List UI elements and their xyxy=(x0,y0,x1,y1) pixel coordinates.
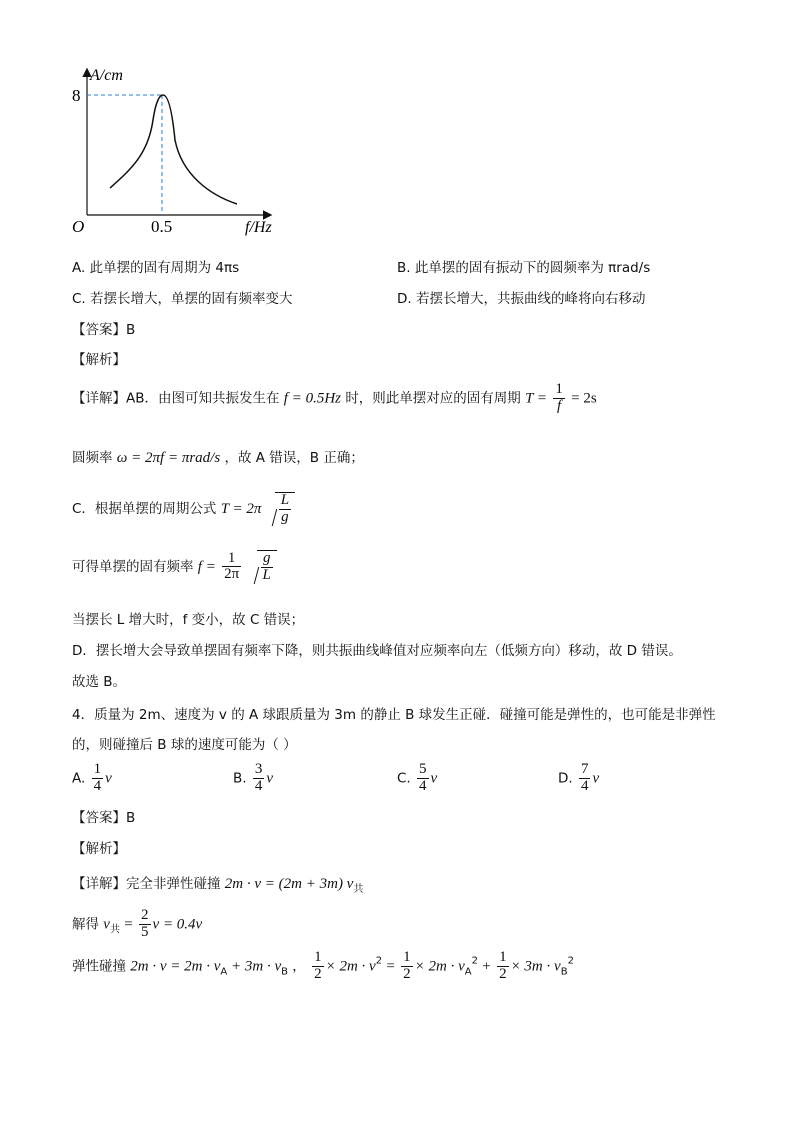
q4-solve-prefix: 解得 xyxy=(72,916,99,933)
q3-option-d: D. 若摆长增大，共振曲线的峰将向右移动 xyxy=(397,291,646,307)
q3-freq-den: 2π xyxy=(224,566,240,583)
q3-answer: 【答案】B xyxy=(72,322,136,338)
q3-option-c: C. 若摆长增大，单摆的固有频率变大 xyxy=(72,291,293,307)
q4-option-c-num: 5 xyxy=(419,761,427,777)
q4-ke-eq: = xyxy=(386,958,395,975)
q4-detail-line xyxy=(72,872,363,895)
q4-elastic-sub-b: B xyxy=(281,966,288,978)
q4-ke-half-2 xyxy=(401,950,413,983)
q3-omega-prefix: 圆频率 xyxy=(72,450,113,466)
q4-solve-den: 5 xyxy=(141,923,149,940)
q4-detail-sub: 共 xyxy=(353,884,364,895)
q4-ke-left: × 2m · v xyxy=(325,958,376,975)
q4-ke-half-1-den: 2 xyxy=(314,965,322,982)
q3-freq-fraction xyxy=(222,551,241,584)
q3-detail-T: T = xyxy=(525,390,548,407)
q4-solve-sub: 共 xyxy=(109,924,120,936)
q4-option-c xyxy=(397,762,437,795)
peak-freq-label: 0.5 xyxy=(151,217,173,236)
q4-option-c-den: 4 xyxy=(419,777,427,794)
x-axis-label: f/Hz xyxy=(245,219,272,236)
q4-ke-half-2-den: 2 xyxy=(403,965,411,982)
q4-ke-a-sq: 2 xyxy=(471,955,478,967)
q3-option-b: B. 此单摆的固有振动下的圆频率为 πrad/s xyxy=(397,260,651,276)
y-axis-label: A/cm xyxy=(90,67,123,84)
q4-option-a-var: v xyxy=(105,770,112,787)
q3-c-rad-den: g xyxy=(281,508,289,525)
q4-option-a-fraction xyxy=(92,762,104,795)
q4-ke-a: × 2m · v xyxy=(414,958,465,975)
q4-option-d-fraction xyxy=(579,762,591,795)
q4-option-a-den: 4 xyxy=(93,777,102,794)
peak-value-label: 8 xyxy=(72,86,81,105)
q4-elastic-prefix: 弹性碰撞 xyxy=(72,958,126,975)
q4-ke-b-sq: 2 xyxy=(567,955,574,967)
q3-analysis-label: 【解析】 xyxy=(72,352,126,368)
q4-option-d xyxy=(558,762,599,795)
q4-option-b-var: v xyxy=(266,770,274,787)
q4-option-c-var: v xyxy=(430,770,438,787)
q4-option-d-var: v xyxy=(592,770,600,787)
q4-option-b-num: 3 xyxy=(254,761,263,777)
q3-omega-suffix: ，故 A 错误，B 正确； xyxy=(224,450,364,466)
q4-ke-b: × 3m · v xyxy=(510,958,561,975)
q3-detail-line xyxy=(72,382,597,415)
q3-omega-line xyxy=(72,446,364,467)
q3-c-conclusion: 当摆长 L 增大时，f 变小，故 C 错误； xyxy=(72,612,305,628)
q4-answer: 【答案】B xyxy=(72,810,136,826)
q4-solve-v: v xyxy=(103,916,110,933)
q4-ke-a-sub: A xyxy=(464,966,472,978)
q4-option-d-label: D. xyxy=(558,770,573,787)
q4-option-b-fraction xyxy=(253,762,265,795)
q3-freq-num: 1 xyxy=(222,551,241,568)
q4-option-d-num: 7 xyxy=(580,761,589,777)
q3-period-num: 1 xyxy=(555,381,563,397)
resonance-curve xyxy=(110,95,237,204)
q3-freq-radical xyxy=(248,550,277,584)
q4-solve-fraction xyxy=(139,908,151,941)
q3-detail-mid: 时，则此单摆对应的固有周期 xyxy=(345,390,521,407)
q4-solve-line xyxy=(72,908,202,941)
q4-elastic-plus: + 3m · v xyxy=(227,958,282,975)
q4-option-b-den: 4 xyxy=(254,777,263,794)
q4-elastic-comma: ， xyxy=(292,958,306,975)
q3-freq-f: f = xyxy=(197,558,216,575)
origin-label: O xyxy=(72,217,85,236)
q3-freq-prefix: 可得单摆的固有频率 xyxy=(72,558,194,575)
q4-detail-prefix: 【详解】完全非弹性碰撞 xyxy=(72,876,221,892)
q3-option-a: A. 此单摆的固有周期为 4πs xyxy=(72,260,240,276)
q4-elastic-line xyxy=(72,950,574,983)
q4-stem-line2: 的，则碰撞后 B 球的速度可能为（ ） xyxy=(72,737,297,753)
q3-c-rad-num: L xyxy=(280,492,290,508)
q3-detail-prefix: 【详解】AB．由图可知共振发生在 xyxy=(72,390,280,407)
q4-ke-half-2-num: 1 xyxy=(403,949,411,965)
q4-elastic-sub-a: A xyxy=(220,966,228,978)
q4-option-a-label: A. xyxy=(72,770,86,787)
q3-final: 故选 B。 xyxy=(72,674,127,690)
q4-solve-tail: v = 0.4v xyxy=(152,916,203,933)
q4-ke-half-3-den: 2 xyxy=(499,965,507,982)
q4-option-c-label: C. xyxy=(397,770,411,787)
q4-option-a xyxy=(72,762,112,795)
q4-analysis-label: 【解析】 xyxy=(72,841,126,857)
q3-freq-rad-fraction xyxy=(261,551,273,584)
q3-c-line xyxy=(72,492,295,526)
q4-option-b xyxy=(233,762,273,795)
q4-ke-half-3 xyxy=(497,950,509,983)
q4-ke-half-1 xyxy=(312,950,324,983)
resonance-graph xyxy=(60,60,300,240)
q3-detail-f: f = 0.5Hz xyxy=(283,390,342,407)
q3-c-formula: T = 2π xyxy=(220,500,262,517)
q3-c-rad-fraction xyxy=(279,493,291,526)
q3-freq-line xyxy=(72,550,277,584)
q4-detail-expr: 2m · v = (2m + 3m) v xyxy=(224,876,354,892)
q4-elastic-expr1: 2m · v = 2m · v xyxy=(130,958,221,975)
q4-ke-half-3-num: 1 xyxy=(499,949,507,965)
q4-ke-plus: + xyxy=(482,958,491,975)
q3-c-radical xyxy=(266,492,295,526)
q4-stem-line1: 4．质量为 2m、速度为 v 的 A 球跟质量为 3m 的静止 B 球发生正碰．碰撞可能是弹性的，也可能是非弹性 xyxy=(72,707,716,723)
q4-ke-half-1-num: 1 xyxy=(314,949,322,965)
q4-option-b-label: B. xyxy=(233,770,247,787)
q3-freq-rad-num: g xyxy=(261,551,273,568)
q4-option-c-fraction xyxy=(417,762,429,795)
q4-option-d-den: 4 xyxy=(580,777,589,794)
q3-d-conclusion: D．摆长增大会导致单摆固有频率下降，则共振曲线峰值对应频率向左（低频方向）移动，故 D 错误。 xyxy=(72,643,682,659)
q4-ke-left-sq: 2 xyxy=(375,955,383,967)
q3-period-den: f xyxy=(557,397,562,414)
q3-freq-rad-den: L xyxy=(262,566,271,583)
q4-option-a-num: 1 xyxy=(93,761,102,777)
q4-solve-eq: = xyxy=(124,916,133,933)
q4-ke-b-sub: B xyxy=(560,966,568,978)
q4-solve-num: 2 xyxy=(141,907,149,923)
q3-period-value: = 2s xyxy=(571,390,597,407)
q3-c-prefix: C．根据单摆的周期公式 xyxy=(72,500,217,517)
q3-omega-expr: ω = 2πf = πrad/s xyxy=(116,450,221,466)
q3-period-fraction xyxy=(553,382,565,415)
